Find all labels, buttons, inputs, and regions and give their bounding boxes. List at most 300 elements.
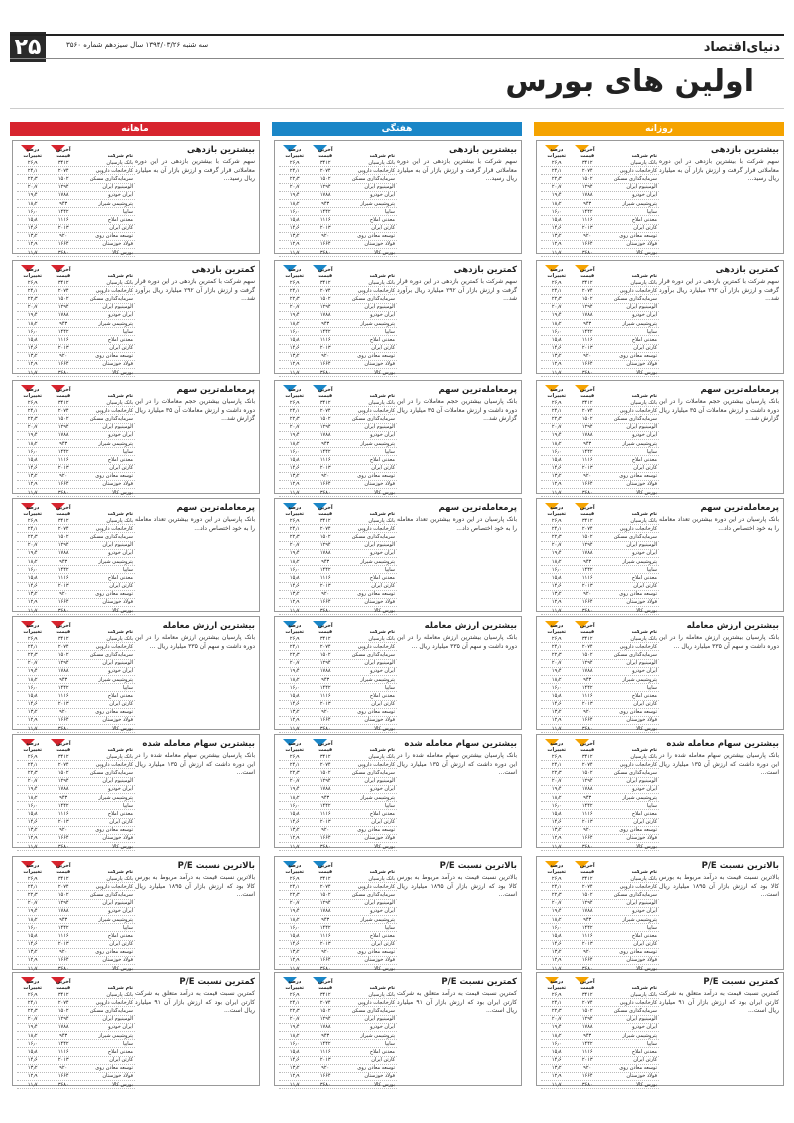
cell-price: ۲۰۷۴ xyxy=(581,643,593,650)
table-row xyxy=(279,900,397,908)
header-cell: درصد تغییرات xyxy=(23,979,43,991)
cell-name: پتروشیمی شیراز xyxy=(622,440,657,447)
cell-name: سایپا xyxy=(384,802,395,809)
cell-name: آلومینیوم ایران xyxy=(102,424,133,431)
table-row xyxy=(541,465,659,473)
table-row xyxy=(541,875,659,883)
cell-price: ۱۱۱۶ xyxy=(57,574,69,581)
table-row xyxy=(541,345,659,353)
table-row xyxy=(541,566,659,574)
cell-value: ۲۰٫۷ xyxy=(551,1016,562,1023)
divider xyxy=(10,108,784,109)
table-row xyxy=(541,167,659,175)
cell-name: کارخانجات دارویی xyxy=(95,761,133,768)
cell-name: سرمایه‌گذاری مسکن xyxy=(613,891,657,898)
section-box xyxy=(536,260,784,374)
cell-name: سایپا xyxy=(646,448,657,455)
cell-name: بانک پارسیان xyxy=(630,517,657,524)
section-title: بالاترین نسبت P/E xyxy=(701,861,779,871)
cell-price: ۲۰۱۳ xyxy=(319,1057,331,1064)
table-row xyxy=(541,810,659,818)
cell-value: ۲۴٫۱ xyxy=(551,167,562,174)
cell-price: ۱۴۴۲ xyxy=(581,924,593,931)
header-bar xyxy=(10,34,784,59)
header-cell: نام شرکت xyxy=(369,747,395,753)
cell-value: ۲۶٫۹ xyxy=(289,753,300,760)
table-row xyxy=(541,200,659,208)
cell-price: ۳۶۸۰ xyxy=(319,965,331,972)
cell-value: ۲۰٫۷ xyxy=(551,660,562,667)
cell-price: ۱۷۸۸ xyxy=(581,668,593,675)
cell-value: ۱۶٫۰ xyxy=(289,684,300,691)
cell-price: ۱۱۱۶ xyxy=(319,810,331,817)
cell-name: سایپا xyxy=(122,208,133,215)
table-row xyxy=(17,295,135,303)
section-text xyxy=(659,739,779,777)
cell-name: بانک پارسیان xyxy=(106,635,133,642)
cell-price: ۱۲۹۴ xyxy=(319,778,331,785)
cell-name: کارتن ایران xyxy=(371,225,395,232)
data-table xyxy=(17,977,135,1089)
cell-value: ۱۳٫۲ xyxy=(551,1065,562,1072)
header-cell: درصد تغییرات xyxy=(23,267,43,279)
cell-price: ۹۲۰ xyxy=(321,709,330,716)
cell-name: توسعه معادن روی xyxy=(619,827,657,834)
cell-name: ایران خودرو xyxy=(632,786,657,793)
cell-price: ۱۵۰۲ xyxy=(319,533,331,540)
cell-price: ۳۶۸۰ xyxy=(57,249,69,256)
cell-price: ۹۴۳ xyxy=(59,200,68,207)
cell-value: ۱۸٫۲ xyxy=(289,558,300,565)
cell-value: ۱۵٫۸ xyxy=(289,1048,300,1055)
cell-price: ۱۱۱۶ xyxy=(581,810,593,817)
cell-name: کارتن ایران xyxy=(109,1057,133,1064)
cell-value: ۱۴٫۶ xyxy=(551,465,562,472)
cell-price: ۱۷۸۸ xyxy=(319,668,331,675)
cell-value: ۲۶٫۹ xyxy=(551,159,562,166)
section-title: پرمعامله‌ترین سهم xyxy=(700,385,779,395)
section-title: پرمعامله‌ترین سهم xyxy=(700,503,779,513)
table-row xyxy=(17,835,135,843)
table-row xyxy=(17,761,135,769)
cell-price: ۱۶۶۴ xyxy=(319,1073,331,1080)
table-row xyxy=(279,875,397,883)
cell-value: ۱۵٫۸ xyxy=(551,216,562,223)
cell-price: ۱۶۶۴ xyxy=(581,957,593,964)
cell-name: معدنی املاح xyxy=(631,810,657,817)
cell-name: بورس کالا xyxy=(112,725,133,732)
section-text xyxy=(659,503,779,533)
table-row xyxy=(17,941,135,949)
table-row xyxy=(17,660,135,668)
cell-value: ۲۲٫۳ xyxy=(551,415,562,422)
cell-price: ۳۴۱۲ xyxy=(57,991,69,998)
cell-value: ۱۶٫۰ xyxy=(289,1040,300,1047)
cell-value: ۱۲٫۹ xyxy=(27,599,38,606)
table-row xyxy=(541,891,659,899)
cell-value: ۱۳٫۲ xyxy=(27,709,38,716)
cell-name: بانک پارسیان xyxy=(630,399,657,406)
cell-value: ۱۵٫۸ xyxy=(551,810,562,817)
table-row xyxy=(17,249,135,257)
table-row xyxy=(279,1065,397,1073)
cell-name: پتروشیمی شیراز xyxy=(622,794,657,801)
header-cell: آخرین قیمت xyxy=(317,267,333,279)
header-cell: آخرین قیمت xyxy=(579,387,595,399)
section-box xyxy=(536,498,784,612)
cell-price: ۳۴۱۲ xyxy=(319,279,331,286)
cell-price: ۹۲۰ xyxy=(321,1065,330,1072)
cell-price: ۱۷۸۸ xyxy=(57,312,69,319)
cell-name: بورس کالا xyxy=(374,843,395,850)
cell-price: ۱۱۱۶ xyxy=(581,456,593,463)
cell-name: آلومینیوم ایران xyxy=(626,900,657,907)
table-row xyxy=(279,692,397,700)
section-box xyxy=(536,140,784,254)
header-cell: آخرین قیمت xyxy=(55,741,71,753)
cell-price: ۱۵۰۲ xyxy=(581,175,593,182)
cell-name: توسعه معادن روی xyxy=(95,709,133,716)
cell-name: ایران خودرو xyxy=(370,786,395,793)
table-row xyxy=(541,328,659,336)
cell-price: ۲۰۷۴ xyxy=(57,643,69,650)
cell-name: سرمایه‌گذاری مسکن xyxy=(613,1007,657,1014)
cell-value: ۱۸٫۲ xyxy=(27,1032,38,1039)
cell-name: کارخانجات دارویی xyxy=(619,883,657,890)
cell-value: ۱۹٫۴ xyxy=(551,550,562,557)
cell-price: ۲۰۷۴ xyxy=(319,167,331,174)
cell-price: ۱۷۸۸ xyxy=(319,1024,331,1031)
section-box xyxy=(536,856,784,970)
cell-value: ۱۵٫۸ xyxy=(27,932,38,939)
cell-name: بانک پارسیان xyxy=(630,753,657,760)
cell-price: ۳۴۱۲ xyxy=(319,159,331,166)
cell-name: بورس کالا xyxy=(374,1081,395,1088)
cell-name: پتروشیمی شیراز xyxy=(622,558,657,565)
cell-value: ۱۲٫۹ xyxy=(551,241,562,248)
cell-name: سایپا xyxy=(646,802,657,809)
cell-price: ۳۶۸۰ xyxy=(581,1081,593,1088)
table-row xyxy=(279,583,397,591)
cell-value: ۱۹٫۴ xyxy=(27,668,38,675)
cell-value: ۲۰٫۷ xyxy=(551,184,562,191)
cell-value: ۱۶٫۰ xyxy=(27,208,38,215)
cell-name: آلومینیوم ایران xyxy=(102,660,133,667)
cell-value: ۲۲٫۳ xyxy=(27,175,38,182)
table-row xyxy=(541,607,659,615)
cell-price: ۱۲۹۴ xyxy=(319,542,331,549)
cell-name: بانک پارسیان xyxy=(106,875,133,882)
table-row xyxy=(279,835,397,843)
cell-price: ۳۶۸۰ xyxy=(581,607,593,614)
table-row xyxy=(279,725,397,733)
table-row xyxy=(279,558,397,566)
cell-name: سایپا xyxy=(384,448,395,455)
table-row xyxy=(279,607,397,615)
cell-name: توسعه معادن روی xyxy=(619,1065,657,1072)
section-body: بانک پارسیان بیشترین سهام معامله شده را در این دوره داشت که ارزش آن ۱۳۵ میلیارد ریال است... xyxy=(135,752,255,776)
cell-value: ۲۲٫۳ xyxy=(551,295,562,302)
table-row xyxy=(17,320,135,328)
cell-name: بانک پارسیان xyxy=(106,279,133,286)
cell-name: سرمایه‌گذاری مسکن xyxy=(351,651,395,658)
cell-price: ۹۴۳ xyxy=(59,1032,68,1039)
cell-price: ۱۲۹۴ xyxy=(57,900,69,907)
table-row xyxy=(17,407,135,415)
cell-name: سرمایه‌گذاری مسکن xyxy=(89,415,133,422)
cell-name: معدنی املاح xyxy=(107,810,133,817)
table-row xyxy=(541,424,659,432)
cell-name: آلومینیوم ایران xyxy=(626,304,657,311)
table-row xyxy=(17,424,135,432)
cell-value: ۱۱٫۷ xyxy=(27,725,38,732)
cell-value: ۱۳٫۲ xyxy=(289,473,300,480)
cell-value: ۱۵٫۸ xyxy=(551,574,562,581)
table-row xyxy=(17,440,135,448)
cell-price: ۲۰۱۳ xyxy=(581,941,593,948)
table-row xyxy=(17,692,135,700)
table-row xyxy=(279,591,397,599)
section-title: پرمعامله‌ترین سهم xyxy=(438,503,517,513)
cell-value: ۱۱٫۷ xyxy=(551,725,562,732)
cell-value: ۱۹٫۴ xyxy=(289,786,300,793)
cell-price: ۲۰۱۳ xyxy=(581,819,593,826)
table-row xyxy=(17,361,135,369)
cell-name: توسعه معادن روی xyxy=(357,949,395,956)
issue-line: سه شنبه ۱۳۹۴/۰۳/۲۶ سال سیزدهم شماره ۳۵۶۰ xyxy=(66,41,209,49)
cell-value: ۱۴٫۶ xyxy=(551,583,562,590)
cell-value: ۱۸٫۲ xyxy=(27,558,38,565)
header-cell: آخرین قیمت xyxy=(317,979,333,991)
cell-name: پتروشیمی شیراز xyxy=(98,200,133,207)
section-body: بانک پارسیان بیشترین سهام معامله شده را در این دوره داشت که ارزش آن ۱۳۵ میلیارد ریال است... xyxy=(397,752,517,776)
cell-value: ۱۴٫۶ xyxy=(289,583,300,590)
section-text xyxy=(135,145,255,183)
cell-value: ۲۲٫۳ xyxy=(27,769,38,776)
cell-price: ۱۵۰۲ xyxy=(57,651,69,658)
cell-value: ۱۲٫۹ xyxy=(551,361,562,368)
cell-value: ۲۰٫۷ xyxy=(289,184,300,191)
cell-value: ۱۲٫۹ xyxy=(289,835,300,842)
table-row xyxy=(541,1057,659,1065)
cell-value: ۱۵٫۸ xyxy=(551,1048,562,1055)
header-cell: درصد تغییرات xyxy=(547,979,567,991)
cell-value: ۱۹٫۴ xyxy=(27,192,38,199)
cell-name: ایران خودرو xyxy=(370,908,395,915)
table-header xyxy=(541,621,659,635)
cell-name: بانک پارسیان xyxy=(368,399,395,406)
cell-price: ۲۰۱۳ xyxy=(319,345,331,352)
table-row xyxy=(279,279,397,287)
data-table xyxy=(541,503,659,615)
cell-price: ۱۱۱۶ xyxy=(319,336,331,343)
cell-value: ۱۶٫۰ xyxy=(289,566,300,573)
data-table xyxy=(17,145,135,257)
cell-price: ۲۰۱۳ xyxy=(57,225,69,232)
cell-value: ۱۹٫۴ xyxy=(551,668,562,675)
table-row xyxy=(279,533,397,541)
cell-price: ۳۴۱۲ xyxy=(57,279,69,286)
table-header xyxy=(17,621,135,635)
cell-name: سرمایه‌گذاری مسکن xyxy=(89,295,133,302)
cell-price: ۱۱۱۶ xyxy=(581,1048,593,1055)
table-row xyxy=(279,684,397,692)
table-row xyxy=(17,159,135,167)
cell-name: توسعه معادن روی xyxy=(619,591,657,598)
table-row xyxy=(541,583,659,591)
table-row xyxy=(541,241,659,249)
table-header xyxy=(279,265,397,279)
cell-name: فولاد خوزستان xyxy=(364,717,395,724)
cell-price: ۳۴۱۲ xyxy=(57,635,69,642)
cell-name: آلومینیوم ایران xyxy=(102,1016,133,1023)
cell-value: ۲۲٫۳ xyxy=(289,415,300,422)
section-text xyxy=(135,861,255,899)
cell-price: ۱۲۹۴ xyxy=(581,304,593,311)
cell-value: ۱۴٫۶ xyxy=(289,345,300,352)
cell-price: ۹۴۳ xyxy=(583,320,592,327)
cell-name: ایران خودرو xyxy=(108,312,133,319)
cell-value: ۱۱٫۷ xyxy=(289,249,300,256)
cell-name: توسعه معادن روی xyxy=(619,233,657,240)
cell-price: ۹۴۳ xyxy=(321,558,330,565)
cell-name: کارخانجات دارویی xyxy=(357,883,395,890)
cell-price: ۲۰۱۳ xyxy=(57,701,69,708)
section-text xyxy=(659,977,779,1015)
cell-name: معدنی املاح xyxy=(369,932,395,939)
header-cell: آخرین قیمت xyxy=(579,147,595,159)
cell-value: ۱۳٫۲ xyxy=(289,949,300,956)
table-row xyxy=(279,1081,397,1089)
cell-value: ۲۲٫۳ xyxy=(27,415,38,422)
cell-value: ۲۰٫۷ xyxy=(551,900,562,907)
table-header xyxy=(17,861,135,875)
cell-value: ۱۴٫۶ xyxy=(27,941,38,948)
cell-value: ۲۴٫۱ xyxy=(289,643,300,650)
table-row xyxy=(17,550,135,558)
table-row xyxy=(279,241,397,249)
cell-name: توسعه معادن روی xyxy=(95,353,133,360)
table-row xyxy=(17,875,135,883)
table-row xyxy=(17,1057,135,1065)
cell-name: سرمایه‌گذاری مسکن xyxy=(351,175,395,182)
section-body: کمترین نسبت قیمت به درآمد متعلق به شرکت کارتن ایران بود که ارزش بازار آن ۹۱ میلیارد ریال است... xyxy=(659,990,779,1014)
table-row xyxy=(17,668,135,676)
cell-value: ۱۳٫۲ xyxy=(27,949,38,956)
cell-price: ۱۷۸۸ xyxy=(319,786,331,793)
cell-price: ۱۷۸۸ xyxy=(57,192,69,199)
cell-price: ۱۱۱۶ xyxy=(57,216,69,223)
table-row xyxy=(17,473,135,481)
cell-name: سرمایه‌گذاری مسکن xyxy=(89,1007,133,1014)
cell-price: ۲۰۷۴ xyxy=(581,287,593,294)
cell-price: ۹۲۰ xyxy=(321,827,330,834)
cell-name: فولاد خوزستان xyxy=(102,599,133,606)
cell-value: ۱۵٫۸ xyxy=(551,692,562,699)
cell-name: کارخانجات دارویی xyxy=(95,883,133,890)
cell-price: ۲۰۷۴ xyxy=(57,287,69,294)
table-row xyxy=(17,583,135,591)
cell-price: ۱۵۰۲ xyxy=(57,295,69,302)
header-cell: آخرین قیمت xyxy=(579,623,595,635)
cell-value: ۲۶٫۹ xyxy=(551,517,562,524)
table-row xyxy=(279,668,397,676)
cell-value: ۱۳٫۲ xyxy=(289,353,300,360)
table-row xyxy=(279,328,397,336)
cell-price: ۱۷۸۸ xyxy=(581,908,593,915)
data-table xyxy=(541,861,659,973)
table-row xyxy=(17,701,135,709)
cell-value: ۱۲٫۹ xyxy=(289,241,300,248)
cell-name: کارخانجات دارویی xyxy=(95,643,133,650)
header-cell: نام شرکت xyxy=(107,629,133,635)
cell-name: بورس کالا xyxy=(636,843,657,850)
table-row xyxy=(541,481,659,489)
cell-name: کارخانجات دارویی xyxy=(619,643,657,650)
cell-price: ۱۷۸۸ xyxy=(581,432,593,439)
cell-price: ۱۵۰۲ xyxy=(57,1007,69,1014)
table-row xyxy=(17,517,135,525)
section-text xyxy=(397,739,517,777)
table-row xyxy=(17,167,135,175)
cell-price: ۱۷۸۸ xyxy=(57,432,69,439)
cell-value: ۲۴٫۱ xyxy=(27,525,38,532)
table-row xyxy=(17,353,135,361)
cell-value: ۱۹٫۴ xyxy=(289,312,300,319)
section-box xyxy=(536,734,784,848)
section-text xyxy=(659,145,779,183)
table-row xyxy=(17,932,135,940)
cell-name: کارخانجات دارویی xyxy=(357,167,395,174)
cell-value: ۱۵٫۸ xyxy=(27,456,38,463)
cell-price: ۲۰۷۴ xyxy=(581,167,593,174)
cell-value: ۲۶٫۹ xyxy=(289,991,300,998)
table-row xyxy=(541,558,659,566)
header-cell: نام شرکت xyxy=(631,747,657,753)
cell-name: بورس کالا xyxy=(112,843,133,850)
table-row xyxy=(279,361,397,369)
cell-name: ایران خودرو xyxy=(632,908,657,915)
cell-name: بورس کالا xyxy=(374,607,395,614)
cell-price: ۱۴۴۲ xyxy=(57,448,69,455)
cell-value: ۲۰٫۷ xyxy=(289,660,300,667)
table-row xyxy=(541,1065,659,1073)
cell-price: ۳۶۸۰ xyxy=(581,843,593,850)
table-row xyxy=(17,916,135,924)
header-cell: نام شرکت xyxy=(369,273,395,279)
cell-value: ۱۶٫۰ xyxy=(551,684,562,691)
table-row xyxy=(279,345,397,353)
cell-value: ۱۵٫۸ xyxy=(551,456,562,463)
table-row xyxy=(541,684,659,692)
cell-price: ۹۴۳ xyxy=(321,320,330,327)
cell-value: ۱۵٫۸ xyxy=(27,810,38,817)
cell-value: ۱۳٫۲ xyxy=(27,233,38,240)
page-number: ۲۵ xyxy=(10,32,46,62)
cell-price: ۳۶۸۰ xyxy=(57,607,69,614)
table-row xyxy=(541,643,659,651)
table-row xyxy=(541,660,659,668)
section-title: بیشترین ارزش معامله xyxy=(686,621,779,631)
cell-name: کارخانجات دارویی xyxy=(619,407,657,414)
cell-value: ۱۱٫۷ xyxy=(289,607,300,614)
header-cell: نام شرکت xyxy=(107,747,133,753)
header-cell: درصد تغییرات xyxy=(547,387,567,399)
section-body: بانک پارسیان در این دوره بیشترین تعداد معامله را به خود اختصاص داد... xyxy=(659,516,779,532)
section-box xyxy=(274,616,522,730)
table-row xyxy=(17,345,135,353)
cell-value: ۲۲٫۳ xyxy=(289,175,300,182)
